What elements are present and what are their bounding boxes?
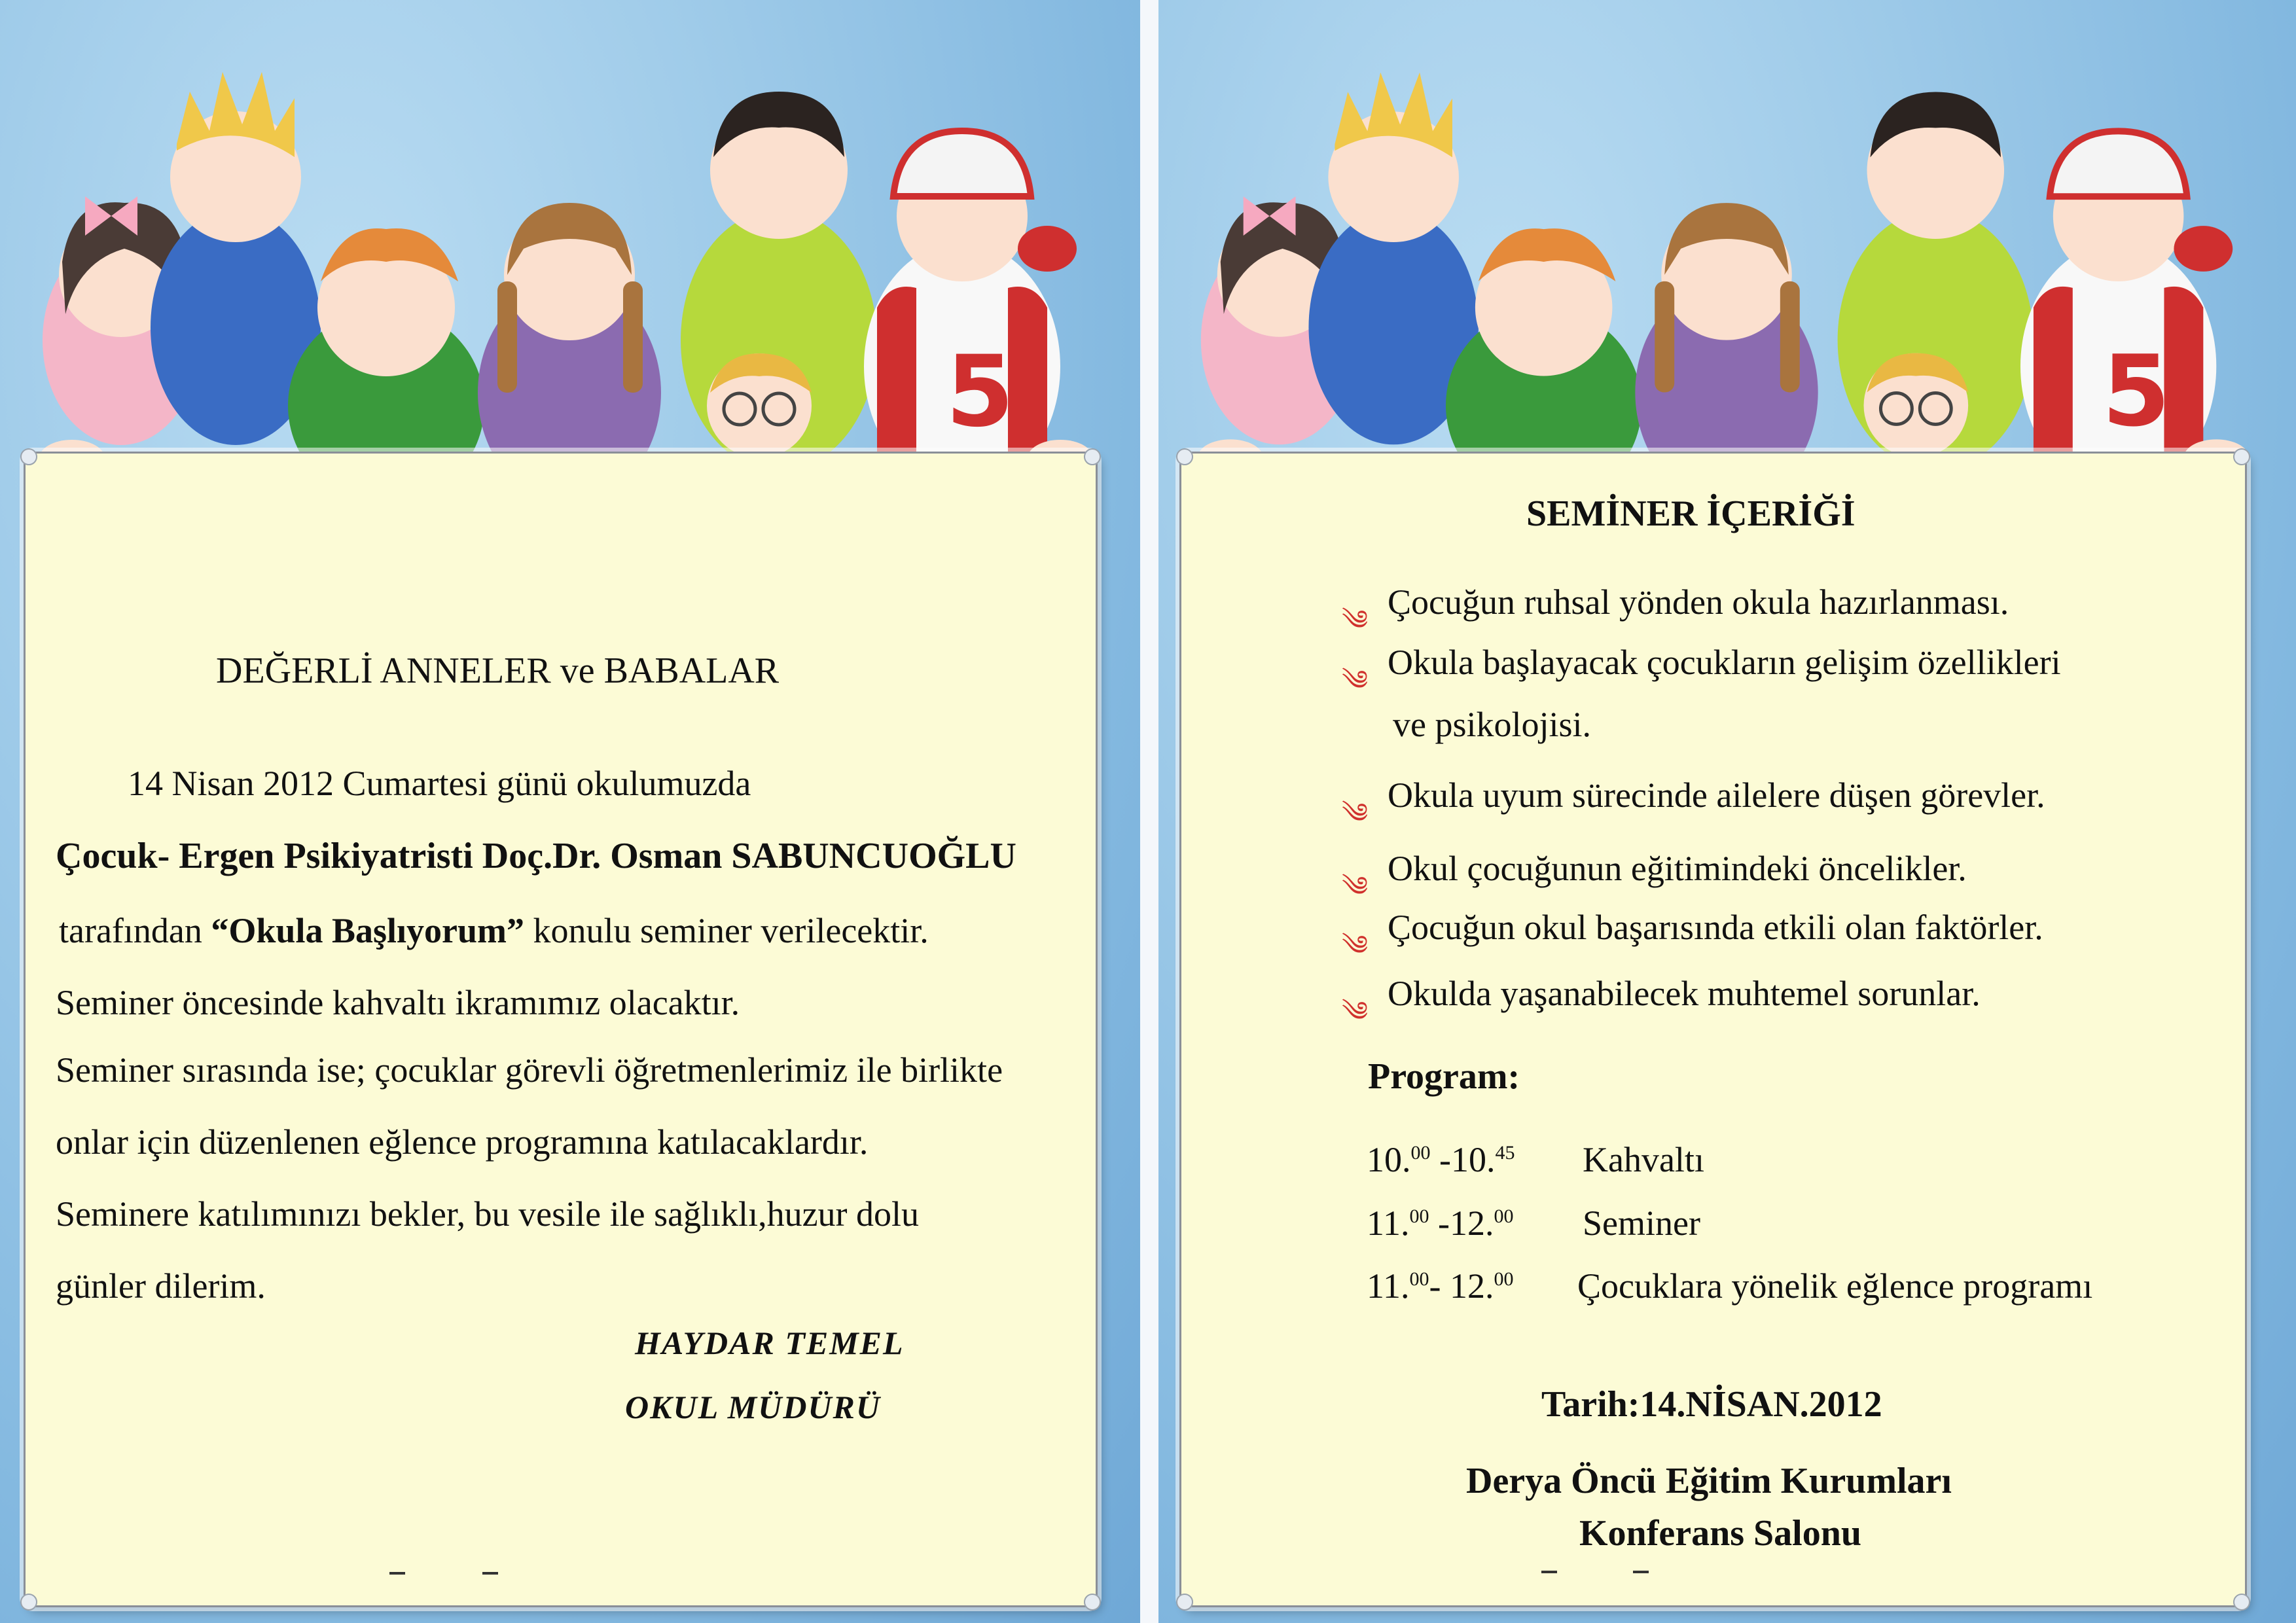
children-illustration [1158, 0, 2296, 497]
letter-line: Seminere katılımınızı bekler, bu vesile ile sağlıklı,huzur dolu [56, 1194, 920, 1234]
pin-icon [2233, 448, 2250, 465]
pin-icon [20, 1594, 37, 1611]
scroll-ornament-icon: ༄ [1342, 664, 1369, 696]
content-item: Çocuğun ruhsal yönden okula hazırlanması. [1388, 582, 2009, 622]
pin-icon [1084, 1594, 1101, 1611]
letter-line [59, 910, 929, 952]
letter-line: Seminer sırasında ise; çocuklar görevli öğretmenlerimiz ile birlikte [56, 1050, 1003, 1090]
poster-paper [24, 452, 1098, 1607]
schedule-time: 10.00 -10.45 [1367, 1140, 1515, 1179]
scroll-ornament-icon: ༄ [1342, 929, 1369, 961]
letter-line: onlar için düzenlenen eğlence programına katılacaklardır. [56, 1122, 869, 1162]
scroll-ornament-icon: ༄ [1342, 797, 1369, 829]
schedule-label: Seminer [1583, 1204, 1700, 1243]
content-item-continued: ve psikolojisi. [1393, 705, 1592, 744]
invitation-panel-left [0, 0, 1140, 1623]
pin-icon [1176, 448, 1193, 465]
divider-mark [482, 1572, 498, 1575]
seminer-title: “Okula Başlıyorum” [211, 911, 524, 950]
divider-mark [389, 1572, 405, 1575]
signature-name: HAYDAR TEMEL [635, 1325, 905, 1361]
schedule-time: 11.00 -12.00 [1367, 1204, 1514, 1243]
schedule-label: Çocuklara yönelik eğlence programı [1577, 1266, 2093, 1306]
fold-divider [1140, 0, 1158, 1623]
content-item: Çocuğun okul başarısında etkili olan faktörler. [1388, 908, 2043, 947]
divider-mark [1541, 1571, 1557, 1573]
scroll-ornament-icon: ༄ [1342, 870, 1369, 902]
speaker-line: Çocuk- Ergen Psikiyatristi Doç.Dr. Osman SABUNCUOĞLU [56, 836, 1016, 876]
pin-icon [1176, 1594, 1193, 1611]
children-illustration [0, 0, 1140, 497]
letter-line: 14 Nisan 2012 Cumartesi günü okulumuzda [128, 764, 751, 803]
pin-icon [20, 448, 37, 465]
content-heading: SEMİNER İÇERİĞİ [1526, 493, 1856, 534]
schedule-time: 11.00- 12.00 [1367, 1266, 1514, 1306]
venue-room: Konferans Salonu [1579, 1513, 1861, 1554]
program-label: Program: [1368, 1056, 1520, 1097]
letter-text: konulu seminer verilecektir. [533, 911, 929, 950]
content-item: Okula başlayacak çocukların gelişim özellikleri [1388, 643, 2061, 682]
letter-line: günler dilerim. [56, 1266, 266, 1306]
content-item: Okula uyum sürecinde ailelere düşen görevler. [1388, 776, 2045, 815]
poster-paper [1179, 452, 2247, 1607]
pin-icon [2233, 1594, 2250, 1611]
divider-mark [1633, 1571, 1649, 1573]
content-item: Okul çocuğunun eğitimindeki öncelikler. [1388, 849, 1967, 888]
pin-icon [1084, 448, 1101, 465]
scroll-ornament-icon: ༄ [1342, 995, 1369, 1027]
letter-text: tarafından [59, 911, 202, 950]
scroll-ornament-icon: ༄ [1342, 604, 1369, 636]
venue-name: Derya Öncü Eğitim Kurumları [1466, 1461, 1952, 1501]
letter-line: Seminer öncesinde kahvaltı ikramımız olacaktır. [56, 983, 740, 1022]
content-item: Okulda yaşanabilecek muhtemel sorunlar. [1388, 974, 1981, 1013]
schedule-label: Kahvaltı [1583, 1140, 1704, 1179]
signature-title: OKUL MÜDÜRÜ [625, 1389, 881, 1425]
invitation-panel-right [1158, 0, 2296, 1623]
letter-heading: DEĞERLİ ANNELER ve BABALAR [216, 651, 780, 691]
event-date: Tarih:14.NİSAN.2012 [1541, 1384, 1882, 1425]
